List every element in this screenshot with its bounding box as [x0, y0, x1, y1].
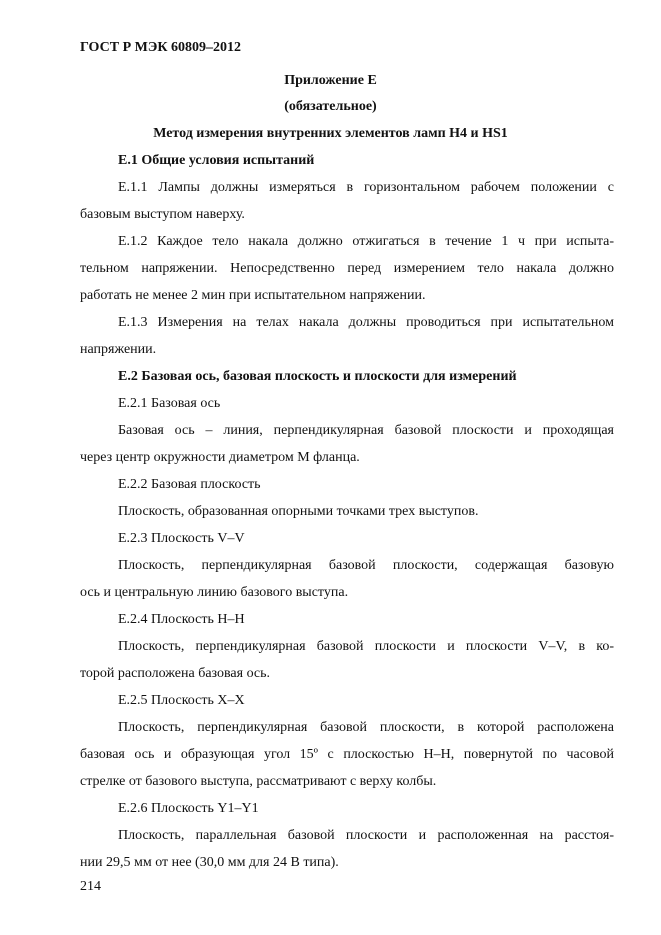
- subsection-title: Е.2.1 Базовая ось: [118, 396, 221, 411]
- paragraph-line: тельном напряжении. Непосредственно перед измерением тело накала должно: [80, 261, 614, 276]
- paragraph-line: Е.1.3 Измерения на телах накала должны проводиться при испытательном: [118, 315, 614, 330]
- paragraph-line: ось и центральную линию базового выступа.: [80, 585, 349, 600]
- paragraph-line: напряжении.: [80, 342, 157, 357]
- paragraph-line: работать не менее 2 мин при испытательном напряжении.: [80, 288, 426, 303]
- paragraph-line: стрелке от базового выступа, рассматривают с верху колбы.: [80, 774, 437, 789]
- standard-header: ГОСТ Р МЭК 60809–2012: [80, 40, 241, 55]
- paragraph-line: Плоскость, перпендикулярная базовой плоскости, содержащая базовую: [118, 558, 614, 573]
- paragraph-line: Плоскость, перпендикулярная базовой плоскости и плоскости V–V, в ко-: [118, 639, 614, 654]
- subsection-title: Е.2.3 Плоскость V–V: [118, 531, 245, 546]
- paragraph-line: базовым выступом наверху.: [80, 207, 245, 222]
- paragraph-line: Плоскость, параллельная базовой плоскости и расположенная на расстоя-: [118, 828, 614, 843]
- subsection-title: Е.2.5 Плоскость Х–Х: [118, 693, 245, 708]
- paragraph-line: Е.1.1 Лампы должны измеряться в горизонтальном рабочем положении с: [118, 180, 614, 195]
- appendix-title: Приложение Е: [284, 73, 377, 88]
- appendix-subtitle: Метод измерения внутренних элементов ламп Н4 и HS1: [153, 126, 508, 141]
- subsection-title: Е.2.4 Плоскость Н–Н: [118, 612, 245, 627]
- paragraph-line: Плоскость, перпендикулярная базовой плоскости, в которой расположена: [118, 720, 614, 735]
- paragraph-line: Плоскость, образованная опорными точками трех выступов.: [118, 504, 479, 519]
- paragraph-line: торой расположена базовая ось.: [80, 666, 271, 681]
- paragraph-line: базовая ось и образующая угол 15º с плоскостью Н–Н, повернутой по часовой: [80, 747, 614, 762]
- paragraph-line: нии 29,5 мм от нее (30,0 мм для 24 В типа).: [80, 855, 339, 870]
- page-number: 214: [80, 879, 101, 894]
- appendix-status: (обязательное): [284, 99, 377, 114]
- paragraph-line: через центр окружности диаметром М фланца.: [80, 450, 360, 465]
- subsection-title: Е.2.2 Базовая плоскость: [118, 477, 261, 492]
- section-heading-e2: Е.2 Базовая ось, базовая плоскость и плоскости для измерений: [118, 369, 517, 384]
- section-heading-e1: Е.1 Общие условия испытаний: [118, 153, 315, 168]
- paragraph-line: Базовая ось – линия, перпендикулярная базовой плоскости и проходящая: [118, 423, 614, 438]
- subsection-title: Е.2.6 Плоскость Y1–Y1: [118, 801, 259, 816]
- paragraph-line: Е.1.2 Каждое тело накала должно отжигаться в течение 1 ч при испыта-: [118, 234, 614, 249]
